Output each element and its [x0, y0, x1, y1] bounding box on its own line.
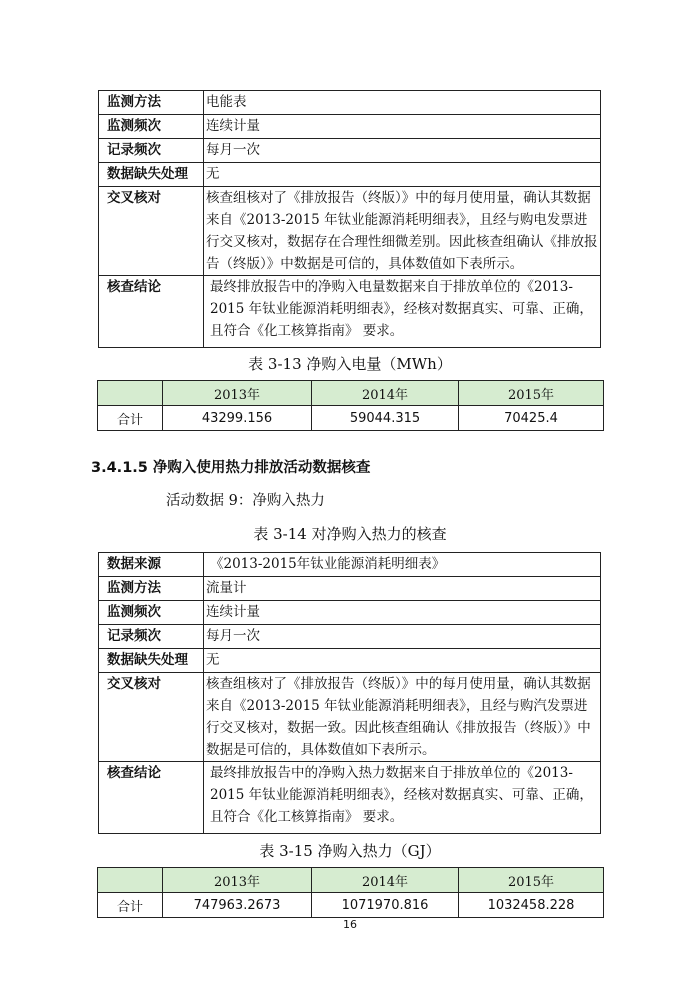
net-electricity-table [97, 380, 604, 431]
row-value: 每月一次 [204, 625, 601, 649]
table-caption-3-14: 表 3-14 对净购入热力的核查 [253, 525, 447, 543]
row-value: 流量计 [204, 577, 601, 601]
header-cell: 2015年 [459, 868, 604, 893]
heat-verification-table [98, 552, 601, 834]
row-value: 最终排放报告中的净购入电量数据来自于排放单位的《2013-2015 年钛业能源消耗明细表》，经核对数据真实、可靠、正确，且符合《化工核算指南》 要求。 [204, 276, 601, 348]
row-value: 最终排放报告中的净购入热力数据来自于排放单位的《2013-2015 年钛业能源消耗明细表》，经核对数据真实、可靠、正确，且符合《化工核算指南》 要求。 [204, 762, 601, 834]
header-cell: 2013年 [163, 381, 312, 406]
row-label: 合计 [98, 406, 163, 431]
header-cell: 2014年 [312, 381, 459, 406]
row-label: 监测频次 [99, 601, 204, 625]
value-cell: 70425.4 [459, 406, 604, 431]
row-label: 核查结论 [99, 276, 204, 348]
row-label: 记录频次 [99, 139, 204, 163]
section-heading: 3.4.1.5 净购入使用热力排放活动数据核查 [91, 460, 371, 476]
table-caption-3-13: 表 3-13 净购入电量（MWh） [248, 355, 452, 373]
row-label: 监测方法 [99, 91, 204, 115]
header-cell [98, 381, 163, 406]
header-cell [98, 868, 163, 893]
row-label: 监测频次 [99, 115, 204, 139]
row-value: 连续计量 [204, 601, 601, 625]
net-heat-table [97, 867, 604, 918]
row-label: 数据来源 [99, 553, 204, 577]
row-value: 核查组核对了《排放报告（终版）》中的每月使用量，确认其数据来自《2013-2015 年钛业能源消耗明细表》，且经与购电发票进行交叉核对，数据存在合理性细微差别。因此核查组确认《排放报告（终版）》中数据是可信的，具体数值如下表所示。 [204, 187, 601, 276]
row-value: 无 [204, 649, 601, 673]
row-label: 数据缺失处理 [99, 649, 204, 673]
value-cell: 747963.2673 [163, 893, 312, 918]
page-number: 16 [343, 918, 357, 931]
row-value: 无 [204, 163, 601, 187]
row-value: 核查组核对了《排放报告（终版）》中的每月使用量，确认其数据来自《2013-2015 年钛业能源消耗明细表》，且经与购汽发票进行交叉核对，数据一致。因此核查组确认《排放报告（终版）》中数据是可信的，具体数值如下表所示。 [204, 673, 601, 762]
row-value: 《2013-2015年钛业能源消耗明细表》 [204, 553, 601, 577]
value-cell: 43299.156 [163, 406, 312, 431]
row-label: 监测方法 [99, 577, 204, 601]
header-cell: 2013年 [163, 868, 312, 893]
activity-data-line: 活动数据 9：净购入热力 [166, 493, 325, 509]
row-label: 交叉核对 [99, 187, 204, 276]
header-cell: 2014年 [312, 868, 459, 893]
row-label: 合计 [98, 893, 163, 918]
row-value: 连续计量 [204, 115, 601, 139]
electricity-verification-table [98, 90, 601, 348]
row-label: 核查结论 [99, 762, 204, 834]
row-label: 交叉核对 [99, 673, 204, 762]
row-label: 记录频次 [99, 625, 204, 649]
value-cell: 1071970.816 [312, 893, 459, 918]
row-value: 每月一次 [204, 139, 601, 163]
table-caption-3-15: 表 3-15 净购入热力（GJ） [259, 842, 441, 860]
value-cell: 1032458.228 [459, 893, 604, 918]
header-cell: 2015年 [459, 381, 604, 406]
value-cell: 59044.315 [312, 406, 459, 431]
row-value: 电能表 [204, 91, 601, 115]
row-label: 数据缺失处理 [99, 163, 204, 187]
